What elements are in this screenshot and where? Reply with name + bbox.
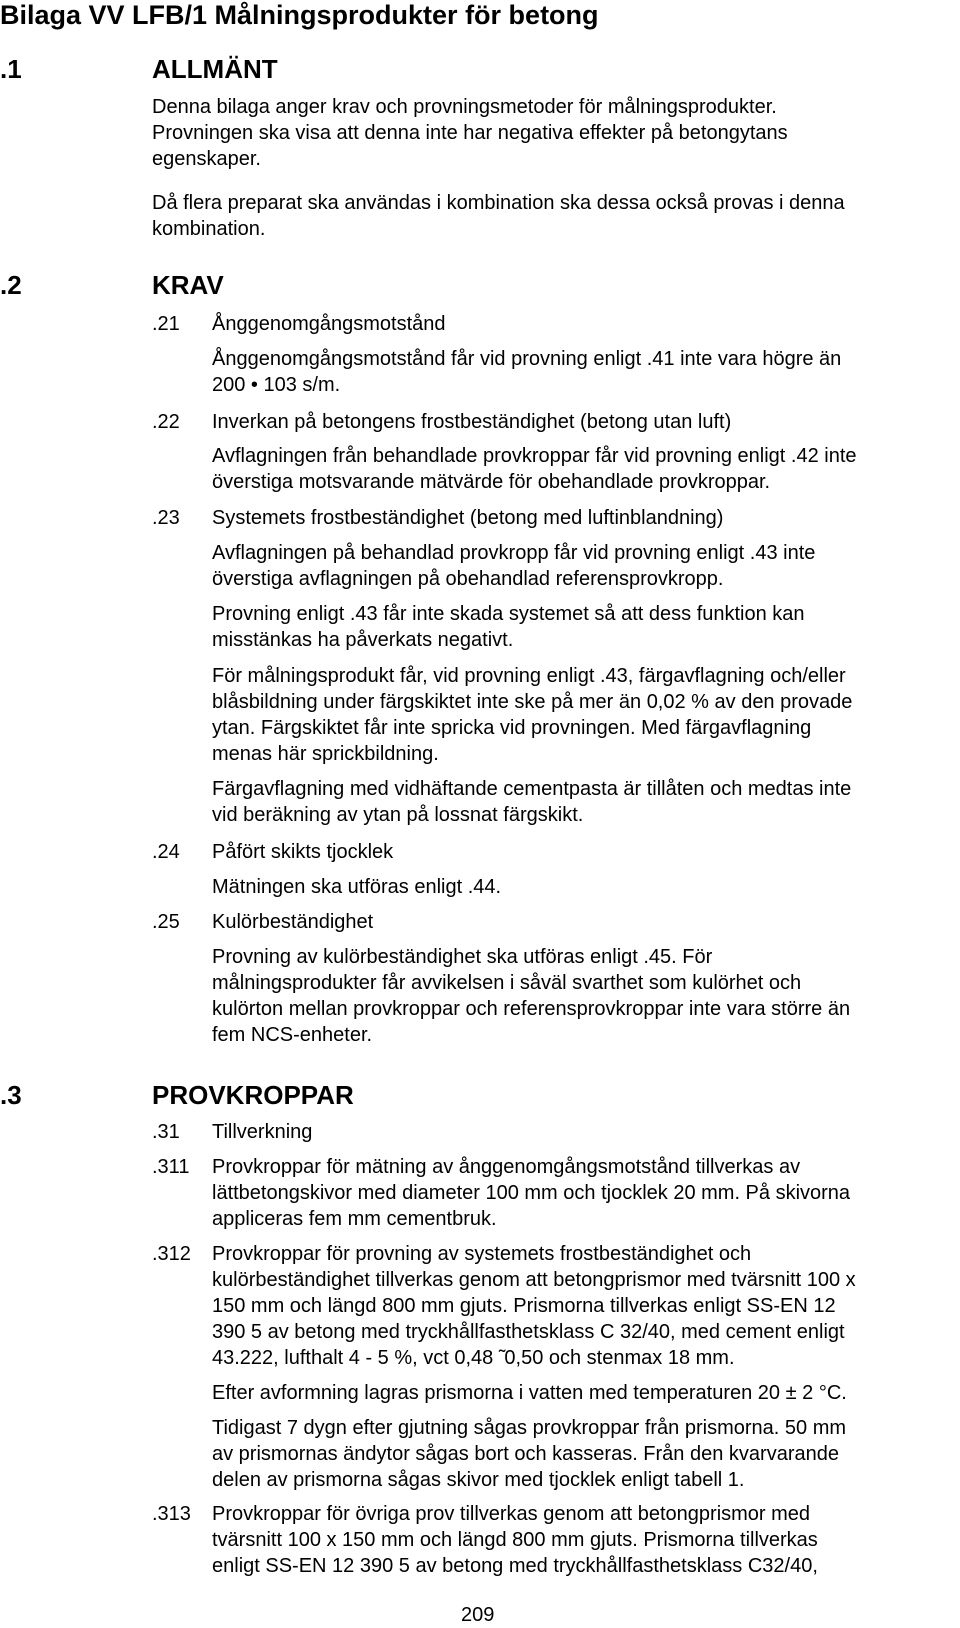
text-line: lättbetongskivor med diameter 100 mm och tjocklek 20 mm. På skivorna xyxy=(212,1182,851,1204)
text-line: kulörton mellan provkroppar och referensprovkroppar inte vara större än xyxy=(212,998,851,1020)
document-title: Bilaga VV LFB/1 Målningsprodukter för betong xyxy=(0,0,599,30)
subsection-heading xyxy=(0,1154,200,1180)
paragraph xyxy=(212,1415,846,1493)
subsection-heading xyxy=(0,1501,200,1527)
text-line: vid beräkning av ytan på lossnat färgskikt. xyxy=(212,804,584,826)
section-heading-krav xyxy=(0,270,400,300)
subsection-heading xyxy=(0,1241,200,1267)
subsection-number: .23 xyxy=(152,507,180,529)
text-line: 390 5 av betong med tryckhållfasthetsklass C 32/40, med cement enligt xyxy=(212,1321,845,1343)
text-line: blåsbildning under färgskiktet inte ske på mer än 0,02 % av den provade xyxy=(212,691,853,713)
section-number: .2 xyxy=(0,270,22,300)
text-line: Provningen ska visa att denna inte har negativa effekter på betongytans xyxy=(152,122,788,144)
subsection-number: .31 xyxy=(152,1121,180,1143)
text-line: tvärsnitt 100 x 150 mm och längd 800 mm gjuts. Prismorna tillverkas xyxy=(212,1529,818,1551)
paragraph xyxy=(212,1380,847,1406)
section-title: PROVKROPPAR xyxy=(152,1080,354,1110)
text-line: För målningsprodukt får, vid provning enligt .43, färgavflagning och/eller xyxy=(212,665,846,687)
paragraph xyxy=(212,663,852,767)
paragraph xyxy=(212,443,857,495)
subsection-number: .24 xyxy=(152,841,180,863)
paragraph xyxy=(152,190,845,242)
text-line: ytan. Färgskiktet får inte spricka vid provningen. Med färgavflagning xyxy=(212,717,812,739)
text-line: Färgavflagning med vidhäftande cementpasta är tillåten och medtas inte xyxy=(212,778,852,800)
section-number: .1 xyxy=(0,54,22,84)
subsection-title: Ånggenomgångsmotstånd xyxy=(212,313,446,335)
text-line: 150 mm och längd 800 mm gjuts. Prismorna tillverkas enligt SS-EN 12 xyxy=(212,1295,836,1317)
paragraph xyxy=(212,601,805,653)
subsection-title: Systemets frostbeständighet (betong med luftinblandning) xyxy=(212,507,724,529)
text-line: appliceras fem mm cementbruk. xyxy=(212,1208,497,1230)
paragraph xyxy=(212,776,851,828)
subsection-heading xyxy=(0,311,900,337)
paragraph xyxy=(212,1241,856,1371)
text-line: Efter avformning lagras prismorna i vatten med temperaturen 20 ± 2 °C. xyxy=(212,1382,847,1404)
subsection-heading xyxy=(0,505,900,531)
subsection-title: Inverkan på betongens frostbeständighet (betong utan luft) xyxy=(212,411,732,433)
text-line: Denna bilaga anger krav och provningsmetoder för målningsprodukter. xyxy=(152,96,777,118)
text-line: Avflagningen från behandlade provkroppar får vid provning enligt .42 inte xyxy=(212,445,857,467)
section-number: .3 xyxy=(0,1080,22,1110)
text-line: 200 • 103 s/m. xyxy=(212,374,341,396)
text-line: Ånggenomgångsmotstånd får vid provning enligt .41 inte vara högre än xyxy=(212,348,842,370)
text-line: Provning enligt .43 får inte skada systemet så att dess funktion kan xyxy=(212,603,805,625)
text-line: fem NCS-enheter. xyxy=(212,1024,373,1046)
section-title: KRAV xyxy=(152,270,224,300)
subsection-title: Påfört skikts tjocklek xyxy=(212,841,394,863)
subsection-number: .21 xyxy=(152,313,180,335)
subsection-heading xyxy=(0,909,900,935)
text-line: överstiga motsvarande mätvärde för obehandlade provkroppar. xyxy=(212,471,771,493)
subsection-title: Tillverkning xyxy=(212,1121,313,1143)
subsection-number: .25 xyxy=(152,911,180,933)
text-line: misstänkas ha påverkats negativt. xyxy=(212,629,514,651)
subsection-number: .22 xyxy=(152,411,180,433)
paragraph xyxy=(152,94,788,172)
text-line: egenskaper. xyxy=(152,148,261,170)
text-line: kulörbeständighet tillverkas genom att betongprismor med tvärsnitt 100 x xyxy=(212,1269,856,1291)
paragraph xyxy=(212,1501,818,1579)
section-heading-allmant xyxy=(0,54,400,84)
text-line: Då flera preparat ska användas i kombination ska dessa också provas i denna xyxy=(152,192,845,214)
text-line: Tidigast 7 dygn efter gjutning sågas provkroppar från prismorna. 50 mm xyxy=(212,1417,847,1439)
subsection-number: .312 xyxy=(152,1243,191,1265)
text-line: kombination. xyxy=(152,218,266,240)
text-line: delen av prismorna sågas skivor med tjocklek enligt tabell 1. xyxy=(212,1469,745,1491)
subsection-number: .311 xyxy=(152,1156,190,1178)
text-line: 43.222, lufthalt 4 - 5 %, vct 0,48 ̃ 0,50 och stenmax 18 mm. xyxy=(212,1347,735,1369)
text-line: Provkroppar för mätning av ånggenomgångsmotstånd tillverkas av xyxy=(212,1156,801,1178)
text-line: Provkroppar för övriga prov tillverkas genom att betongprismor med xyxy=(212,1503,811,1525)
section-title: ALLMÄNT xyxy=(152,54,278,84)
text-line: målningsprodukter får avvikelsen i såväl svarthet som kulörhet och xyxy=(212,972,802,994)
subsection-heading xyxy=(0,839,900,865)
subsection-heading xyxy=(0,1119,900,1145)
page-number: 209 xyxy=(461,1604,495,1626)
text-line: enligt SS-EN 12 390 5 av betong med tryckhållfasthetsklass C32/40, xyxy=(212,1555,818,1577)
paragraph xyxy=(212,540,815,592)
subsection-number: .313 xyxy=(152,1503,191,1525)
paragraph xyxy=(212,346,841,398)
text-line: menas här sprickbildning. xyxy=(212,743,439,765)
text-line: av prismornas ändytor sågas bort och kasseras. Från den kvarvarande xyxy=(212,1443,839,1465)
section-heading-provkroppar xyxy=(0,1080,500,1110)
text-line: Provkroppar för provning av systemets frostbeständighet och xyxy=(212,1243,752,1265)
subsection-heading xyxy=(0,409,900,435)
paragraph xyxy=(212,874,501,900)
text-line: Provning av kulörbeständighet ska utföras enligt .45. För xyxy=(212,946,713,968)
text-line: Avflagningen på behandlad provkropp får vid provning enligt .43 inte xyxy=(212,542,816,564)
subsection-title: Kulörbeständighet xyxy=(212,911,374,933)
paragraph xyxy=(212,1154,850,1232)
paragraph xyxy=(212,944,850,1048)
text-line: Mätningen ska utföras enligt .44. xyxy=(212,876,502,898)
text-line: överstiga avflagningen på obehandlad referensprovkropp. xyxy=(212,568,724,590)
